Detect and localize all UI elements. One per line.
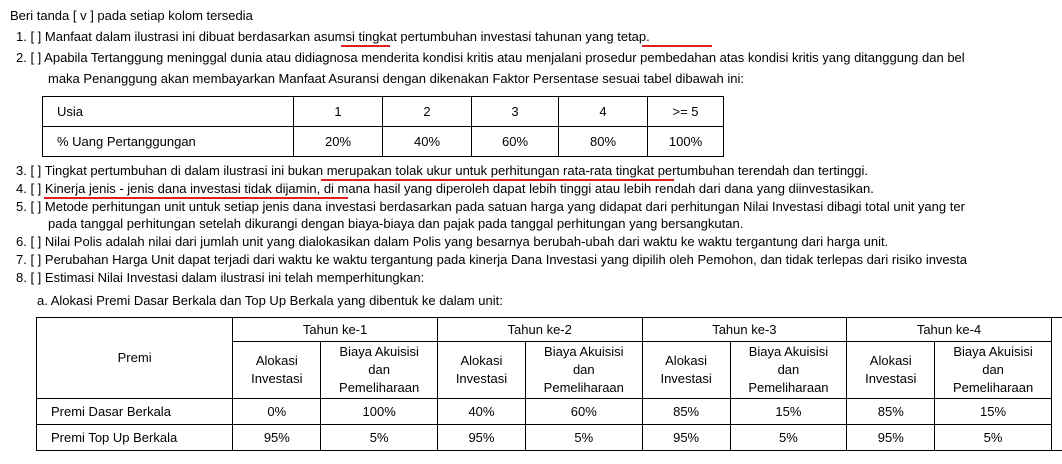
item-3: 3. [ ] Tingkat pertumbuhan di dalam ilustrasi ini bukan merupakan tolak ukur untuk perhitungan rata-rata tingkat pertumbuhan terendah dan tertinggi. [16,163,869,178]
table-row [37,425,1062,451]
table-cell: 5% [935,425,1051,451]
table-cell: Premi [37,318,233,399]
table-cell: 95% [233,425,321,451]
table-cell: 100% [321,399,437,425]
table-cell: 15% [935,399,1051,425]
table-cell: 60% [472,127,559,157]
item-5-cont: pada tanggal perhitungan setelah dikurangi dengan biaya-biaya dan pajak pada tanggal perhitungan yang bersangkutan. [48,216,744,231]
table-cell: 95% [642,425,730,451]
item-2-cont: maka Penanggung akan membayarkan Manfaat Asuransi dengan dikenakan Faktor Persentase sesuai tabel dibawah ini: [48,71,744,86]
table-cell: 4 [559,97,648,127]
table-cell: 2 [383,97,472,127]
table-cell: 0% [233,399,321,425]
intro-text: Beri tanda [ v ] pada setiap kolom tersedia [10,8,253,23]
table-cell: 40% [437,399,525,425]
table-cell: 1 [294,97,383,127]
table-cell: 95% [437,425,525,451]
table-cell: Premi Top Up Berkala [37,425,233,451]
table-cell: Alokasi Investasi [847,342,935,399]
table-cell: Tahun ke-2 [437,318,642,342]
table-cell: Biaya Akuisisi dan Pemeliharaan [321,342,437,399]
red-underline [642,45,712,47]
table-cell: 85% [642,399,730,425]
table-cell: Usia [43,97,294,127]
table-cell: Tahun ke-4 [847,318,1052,342]
table-cell: % Uang Pertanggungan [43,127,294,157]
table-row [43,127,724,157]
item-6: 6. [ ] Nilai Polis adalah nilai dari jumlah unit yang dialokasikan dalam Polis yang besarnya berubah-ubah dari waktu ke waktu tergantung dari harga unit. [16,234,889,249]
item-5: 5. [ ] Metode perhitungan unit untuk setiap jenis dana investasi berdasarkan pada satuan harga yang didapat dari perhitungan Nilai Investasi dibagi total unit yang ter [16,199,965,214]
item-8: 8. [ ] Estimasi Nilai Investasi dalam ilustrasi ini telah memperhitungkan: [16,270,425,285]
table-cell: Biaya Akuisisi dan Pemeliharaan [935,342,1051,399]
table-cell: Tahun ke-3 [642,318,847,342]
item-8a: a. Alokasi Premi Dasar Berkala dan Top Up Berkala yang dibentuk ke dalam unit: [37,293,503,308]
table-row [37,318,1062,342]
table-cell: Tahun ke-1 [233,318,438,342]
table-cell: Alokasi Investasi [437,342,525,399]
table-cell: Biaya Akuisisi dan Pemeliharaan [526,342,642,399]
table-cell: 60% [526,399,642,425]
item-7: 7. [ ] Perubahan Harga Unit dapat terjadi dari waktu ke waktu tergantung pada kinerja Dana Investasi yang dipilih oleh Pemohon, dan tidak terlepas dari risiko investa [16,252,968,267]
red-underline [341,45,390,47]
item-1: 1. [ ] Manfaat dalam ilustrasi ini dibuat berdasarkan asumsi tingkat pertumbuhan investasi tahunan yang tetap. [16,29,650,44]
table-cell: 95% [847,425,935,451]
table-cell: Biaya Akuisisi dan Pemeliharaan [730,342,846,399]
faktor-persentase-table [42,96,724,157]
table-cell [1051,318,1062,451]
table-cell: 80% [559,127,648,157]
alokasi-premi-table [36,317,1062,451]
table-cell: 15% [730,399,846,425]
table-cell: >= 5 [648,97,724,127]
table-cell: 85% [847,399,935,425]
table-cell: 20% [294,127,383,157]
table-cell: 5% [730,425,846,451]
item-4: 4. [ ] Kinerja jenis - jenis dana investasi tidak dijamin, di mana hasil yang diperoleh dapat lebih tinggi atau lebih rendah dari dana yang diinvestasikan. [16,181,874,196]
item-2: 2. [ ] Apabila Tertanggung meninggal dunia atau didiagnosa menderita kondisi kritis atau menjalani prosedur pembedahan atas kondisi kritis yang ditanggung dan bel [16,50,965,65]
table-cell: Alokasi Investasi [233,342,321,399]
table-cell: 3 [472,97,559,127]
table-cell: 5% [321,425,437,451]
table-row [37,399,1062,425]
table-cell: 40% [383,127,472,157]
table-cell: 5% [526,425,642,451]
table-row [43,97,724,127]
table-cell: Premi Dasar Berkala [37,399,233,425]
table-cell: Alokasi Investasi [642,342,730,399]
table-cell: 100% [648,127,724,157]
